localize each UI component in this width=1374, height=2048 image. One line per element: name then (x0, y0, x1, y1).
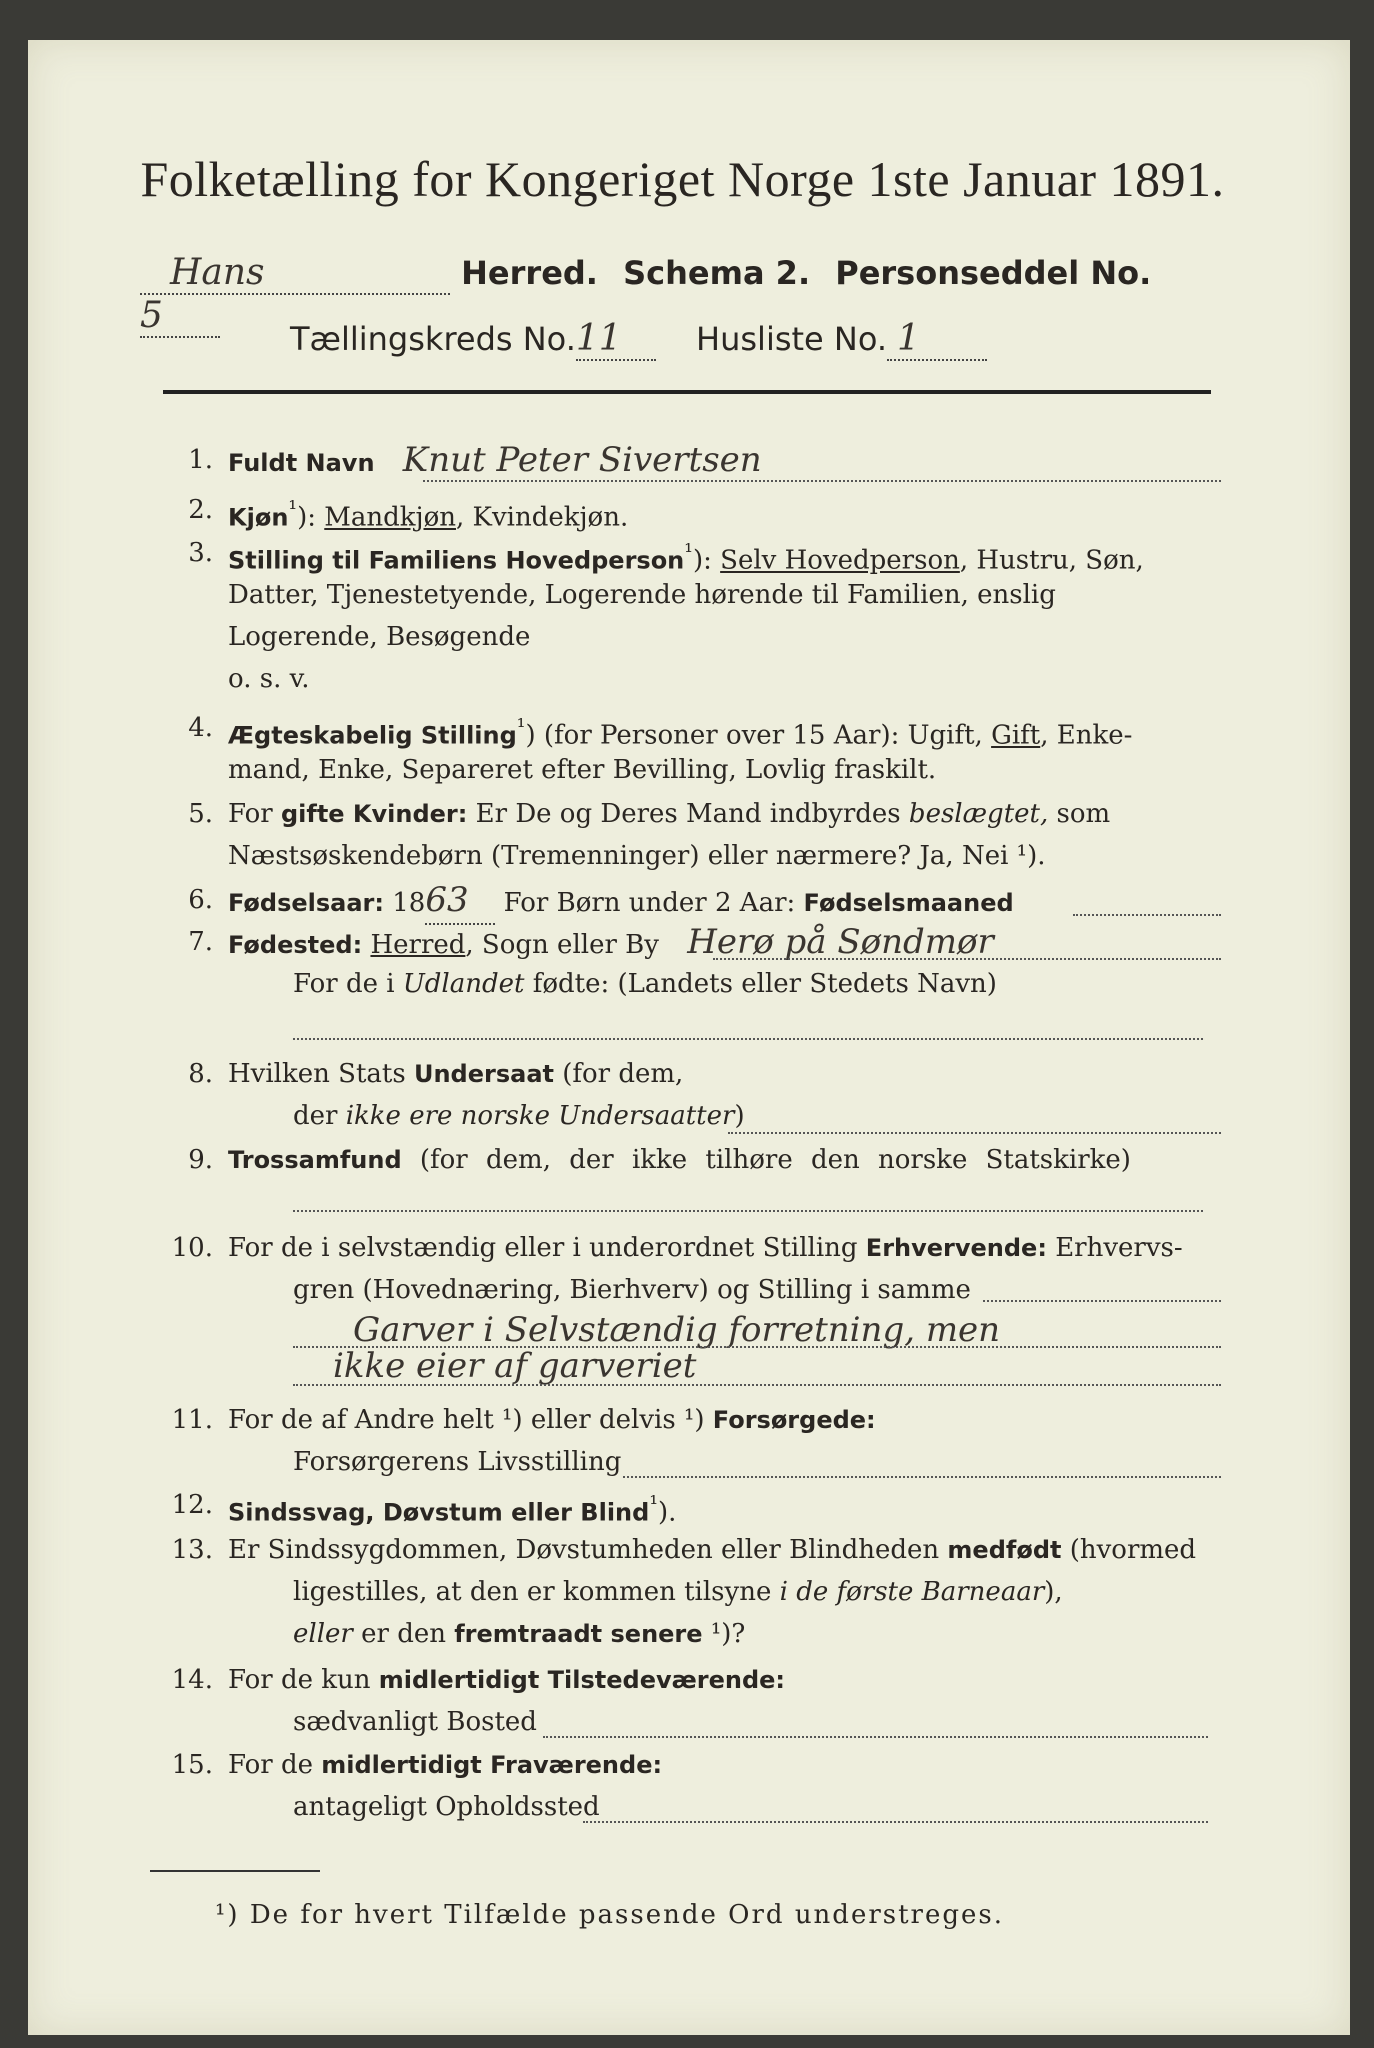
item-number: 2. (188, 495, 213, 525)
fodested-label: Fødested: (228, 931, 363, 959)
item-number: 4. (188, 713, 213, 743)
q13-line2b: ), (1044, 1577, 1063, 1607)
gifte-kvinder-label: gifte Kvinder: (280, 800, 468, 828)
item-number: 7. (188, 927, 213, 957)
q5-line2: Næstsøskendebørn (Tremenninger) eller nærmere? Ja, Nei ¹). (228, 841, 1046, 871)
item-number: 14. (171, 1665, 213, 1695)
stilling-rest: , Hustru, Søn, (959, 545, 1144, 576)
stilling-text: ): (692, 545, 712, 576)
kjon-option-kvindekjon: , Kvindekjøn. (456, 502, 629, 533)
fodselsaar-value: 63 (425, 880, 469, 920)
sup: ¹ (649, 1492, 658, 1517)
q7-text: , Sogn eller By (465, 930, 659, 960)
item-3 (163, 533, 1223, 703)
undersaat-label: Undersaat (413, 1060, 554, 1088)
fodested-line (713, 958, 1221, 960)
forsorger-line (623, 1476, 1221, 1478)
herred-line (140, 252, 1230, 336)
q7-line2em: Udlandet (402, 969, 525, 999)
kreds-label: Tællingskreds No. (290, 320, 576, 358)
kjon-text: ): (297, 502, 316, 533)
personseddel-label: Personseddel No. (835, 254, 1152, 292)
stilling-label: Stilling til Familiens Hovedperson (228, 546, 685, 575)
q13-line3em: eller (293, 1619, 353, 1649)
q13-line3b: ¹)? (710, 1619, 746, 1649)
tilstedevaerende-label: midlertidigt Tilstedeværende: (378, 1666, 786, 1694)
fodselsaar-prefix: 18 (392, 888, 426, 918)
q13-text: Er Sindssygdommen, Døvstumheden eller Blindheden (228, 1535, 940, 1565)
kreds-line (290, 318, 1090, 364)
q13-line2 (293, 1572, 1223, 1612)
item-number: 8. (188, 1059, 213, 1089)
aegteskab-selected-option: Gift (991, 720, 1041, 751)
sup: ¹ (684, 540, 693, 565)
kjon-option-mandkjon: Mandkjøn (324, 502, 456, 533)
item-4 (163, 708, 1223, 793)
q7-line2 (293, 964, 1223, 1004)
header-rule (163, 390, 1211, 394)
form-title: Folketælling for Kongeriget Norge 1ste Januar 1891. (140, 151, 1225, 207)
fodselsmaaned-label: Fødselsmaaned (803, 889, 1014, 917)
footnote-rule (150, 1870, 320, 1872)
fremtraadt-label: fremtraadt senere (454, 1620, 703, 1648)
stilling-line3: Logerende, Besøgende (228, 622, 531, 652)
q11-line2: Forsørgerens Livsstilling (293, 1447, 622, 1477)
q12-text: ). (658, 1497, 677, 1528)
trossamfund-line (293, 1210, 1203, 1212)
erhvervende-label: Erhvervende: (865, 1234, 1047, 1262)
stilling-selected-option: Selv Hovedperson (720, 545, 960, 576)
q9-text: (for dem, der ikke tilhøre den norske Statskirke) (419, 1145, 1131, 1175)
q13-line2em: i de første Barneaar (779, 1577, 1045, 1607)
full-name-line (423, 480, 1221, 482)
medfodt-label: medfødt (947, 1536, 1062, 1564)
item-number: 5. (188, 799, 213, 829)
undersaat-line (728, 1132, 1221, 1134)
item-7 (163, 922, 1223, 1007)
q14-pre: For de kun (228, 1665, 371, 1695)
kjon-label: Kjøn (228, 503, 289, 532)
item-11 (163, 1400, 1223, 1485)
item-5 (163, 794, 1223, 879)
q5-rest: som (1056, 799, 1111, 829)
bosted-line (543, 1736, 1208, 1738)
fravaerende-label: midlertidigt Fraværende: (321, 1751, 663, 1779)
q6-text: For Børn under 2 Aar: (503, 888, 796, 918)
full-name-label: Fuldt Navn (228, 449, 375, 477)
schema-label: Schema 2. (623, 254, 811, 292)
q8-pre: Hvilken Stats (228, 1059, 406, 1089)
item-number: 1. (188, 445, 213, 475)
stilling-line4: o. s. v. (228, 664, 310, 694)
erhverv-value-1: Garver i Selvstændig forretning, men (353, 1310, 1001, 1350)
husliste-value: 1 (897, 318, 920, 359)
opholdssted-line (583, 1821, 1208, 1823)
q14-line2: sædvanligt Bosted (293, 1707, 537, 1737)
q8-line2b: ) (734, 1101, 745, 1131)
item-number: 12. (171, 1490, 213, 1520)
herred-field (140, 252, 450, 295)
q13-rest: (hvormed (1069, 1535, 1197, 1565)
q10-line2-dots (983, 1300, 1221, 1302)
q5-text: Er De og Deres Mand indbyrdes (475, 799, 901, 829)
item-8 (163, 1054, 1223, 1139)
q5-em: beslægtet, (908, 799, 1049, 829)
trossamfund-label: Trossamfund (228, 1146, 402, 1174)
personseddel-value: 5 (140, 295, 163, 336)
herred-value: Hans (170, 252, 265, 293)
q11-text: For de af Andre helt ¹) eller delvis ¹) (228, 1405, 705, 1435)
q15-pre: For de (228, 1750, 313, 1780)
q13-line3 (293, 1614, 1223, 1654)
q8-text: (for dem, (562, 1059, 684, 1089)
footnote: ¹) De for hvert Tilfælde passende Ord understreges. (215, 1900, 1005, 1930)
q8-line2a: der (293, 1101, 338, 1131)
q13-line3a: er den (361, 1619, 446, 1649)
item-15 (163, 1745, 1223, 1830)
aegteskab-text: ) (for Personer over 15 Aar): Ugift, (525, 720, 983, 751)
forsorgede-label: Forsørgede: (712, 1406, 876, 1434)
sup: ¹ (288, 497, 298, 522)
item-number: 15. (171, 1750, 213, 1780)
item-number: 13. (171, 1535, 213, 1565)
item-10 (163, 1228, 1223, 1388)
item-number: 9. (188, 1145, 213, 1175)
item-1 (163, 440, 1223, 488)
fodested-selected-option: Herred (370, 930, 466, 960)
erhverv-line-2 (293, 1384, 1221, 1386)
item-13 (163, 1530, 1223, 1660)
item-number: 6. (188, 885, 213, 915)
sup: ¹ (516, 715, 526, 740)
fodselsaar-label: Fødselsaar: (228, 889, 384, 917)
aegteskab-rest: , Enke- (1040, 720, 1133, 751)
item-number: 10. (171, 1233, 213, 1263)
item-number: 3. (188, 538, 213, 568)
aegteskab-label: Ægteskabelig Stilling (228, 721, 517, 750)
q5-pre: For (228, 799, 273, 829)
q8-line2 (293, 1096, 1223, 1136)
item-14 (163, 1660, 1223, 1745)
q10-text: For de i selvstændig eller i underordnet Stilling (228, 1233, 858, 1263)
item-number: 11. (171, 1405, 213, 1435)
stilling-line2: Datter, Tjenestetyende, Logerende hørende til Familien, enslig (228, 580, 1056, 610)
udland-line (293, 1038, 1203, 1040)
kreds-value: 11 (575, 318, 622, 359)
erhverv-value-2: ikke eier af garveriet (333, 1346, 697, 1386)
q7-line2a: For de i (293, 969, 395, 999)
q10-line2: gren (Hovednæring, Bierhverv) og Stilling i samme (293, 1275, 971, 1305)
aegteskab-line2: mand, Enke, Separeret efter Bevilling, Lovlig fraskilt. (228, 755, 937, 785)
sindssvag-label: Sindssvag, Døvstum eller Blind (228, 1498, 650, 1527)
full-name-value: Knut Peter Sivertsen (402, 440, 762, 480)
q10-rest: Erhvervs- (1055, 1233, 1183, 1263)
husliste-label: Husliste No. (696, 320, 888, 358)
q8-line2em: ikke ere norske Undersaatter (345, 1101, 735, 1131)
fodested-value: Herø på Søndmør (687, 922, 994, 962)
fodselsmaaned-line (1073, 914, 1221, 916)
q15-line2: antageligt Opholdssted (293, 1792, 600, 1822)
q13-line2a: ligestilles, at den er kommen tilsyne (293, 1577, 772, 1607)
herred-label: Herred. (461, 254, 598, 292)
q7-line2b: fødte: (Landets eller Stedets Navn) (532, 969, 997, 999)
